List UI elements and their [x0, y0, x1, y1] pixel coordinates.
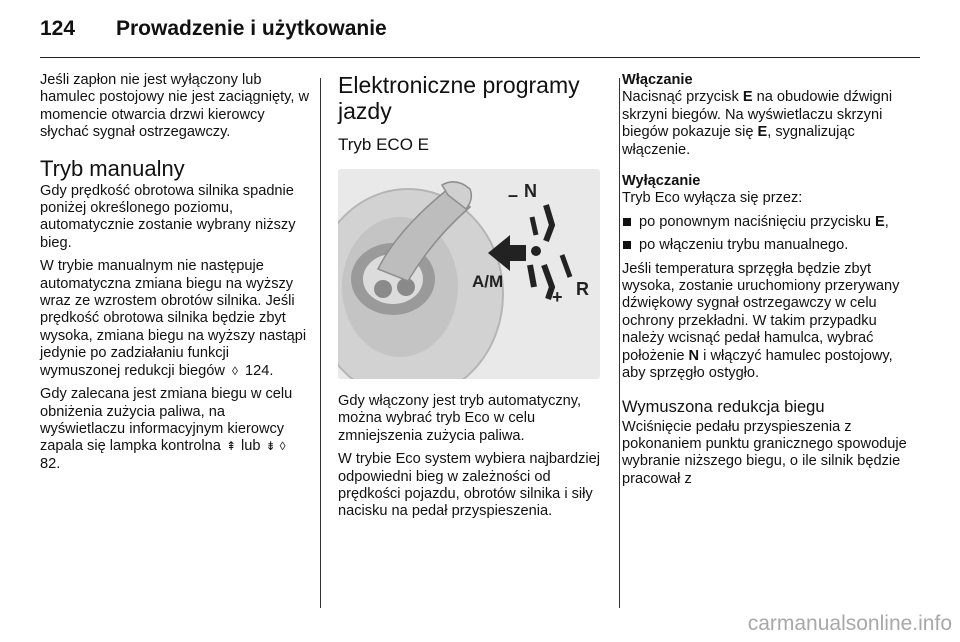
subheading-disable: Wyłączanie — [622, 173, 701, 190]
list-item: po ponownym naciśnięciu przycisku E, — [622, 214, 912, 231]
section-heading-manual: Tryb manualny — [40, 155, 185, 181]
gear-lever-drawing — [338, 169, 600, 379]
subheading-eco: Tryb ECO E — [338, 135, 429, 154]
paragraph: Nacisnąć przycisk E na obudowie dźwigni skrzyni biegów. Na wyświetlaczu skrzyni biegów pokazuje się E, sygnalizując włączenie. — [622, 89, 893, 158]
header-rule — [40, 57, 920, 58]
paragraph: Wciśnięcie pedału przyspieszenia z pokonaniem punktu granicznego spowoduje wybranie niższego biegu, o ile silnik będzie pracował z — [622, 418, 907, 487]
paragraph: Jeśli temperatura sprzęgła będzie zbyt wysoka, zostanie uruchomiony przerywany dźwiękowy sygnał ostrzegawczy w celu ochrony przekładni. W takim przypadku należy wcisnąć pedał hamulca, wybrać położenie N i włączyć hamulec postojowy, aby sprzęgło ostygło. — [622, 260, 900, 382]
section-heading-programs: Elektroniczne programy jazdy — [338, 72, 580, 124]
plus-label: + — [552, 287, 563, 307]
paragraph: Gdy zalecana jest zmiana biegu w celu obniżenia zużycia paliwa, na wyświetlaczu informacyjnym kierowcy zapala się lampka kontrolna ⇞ lub ⇟ ◊ 82. — [40, 386, 293, 472]
column-right — [622, 72, 912, 494]
paragraph: Gdy prędkość obrotowa silnika spadnie poniżej określonego poziomu, automatycznie zostanie wybrany niższy bieg. — [40, 182, 296, 251]
column-divider — [619, 78, 620, 608]
column-divider — [320, 78, 321, 608]
watermark: carmanualsonline.info — [747, 612, 952, 635]
gear-lever-illustration — [338, 169, 600, 379]
page-number: 124 — [40, 17, 76, 40]
subheading-enable: Włączanie — [622, 72, 693, 88]
auto-manual-label: A/M — [472, 272, 504, 291]
bullet-list — [622, 214, 912, 255]
section-heading-kickdown: Wymuszona redukcja biegu — [622, 397, 825, 416]
paragraph: W trybie manualnym nie następuje automatyczna zmiana biegu na wyższy wraz ze wzrostem obrotów silnika. Jeśli prędkość obrotowa silnika będzie zbyt wysoka, zmiana biegu na wyższy nastąpi jedynie po zadziałaniu funkcji wymuszonej redukcji biegów ◊ 124. — [40, 258, 307, 379]
list-item: po włączeniu trybu manualnego. — [622, 237, 912, 254]
paragraph: Gdy włączony jest tryb automatyczny, można wybrać tryb Eco w celu zmniejszenia zużycia paliwa. — [338, 393, 582, 444]
shift-down-icon: ⇟ — [265, 439, 276, 454]
page-header — [40, 14, 387, 44]
column-left — [40, 72, 310, 479]
page-reference-icon: ◊ — [232, 363, 238, 378]
paragraph: Tryb Eco wyłącza się przez: — [622, 190, 803, 207]
page-reference-icon: ◊ — [279, 439, 286, 454]
column-middle — [338, 72, 608, 527]
paragraph: W trybie Eco system wybiera najbardziej odpowiedni bieg w zależności od prędkości pojazdu, obrotów silnika i siły nacisku na pedał przyspieszenia. — [338, 451, 600, 520]
shift-up-icon: ⇞ — [225, 439, 236, 454]
minus-label: – — [508, 185, 519, 205]
reverse-label: R — [576, 279, 589, 299]
bullet-icon — [623, 218, 631, 226]
running-title: Prowadzenie i użytkowanie — [116, 17, 387, 40]
neutral-label: N — [524, 181, 537, 201]
paragraph: Jeśli zapłon nie jest wyłączony lub hamulec postojowy nie jest zaciągnięty, w momencie otwarcia drzwi kierowcy słychać sygnał ostrzegawczy. — [40, 72, 310, 141]
bullet-icon — [623, 241, 631, 249]
